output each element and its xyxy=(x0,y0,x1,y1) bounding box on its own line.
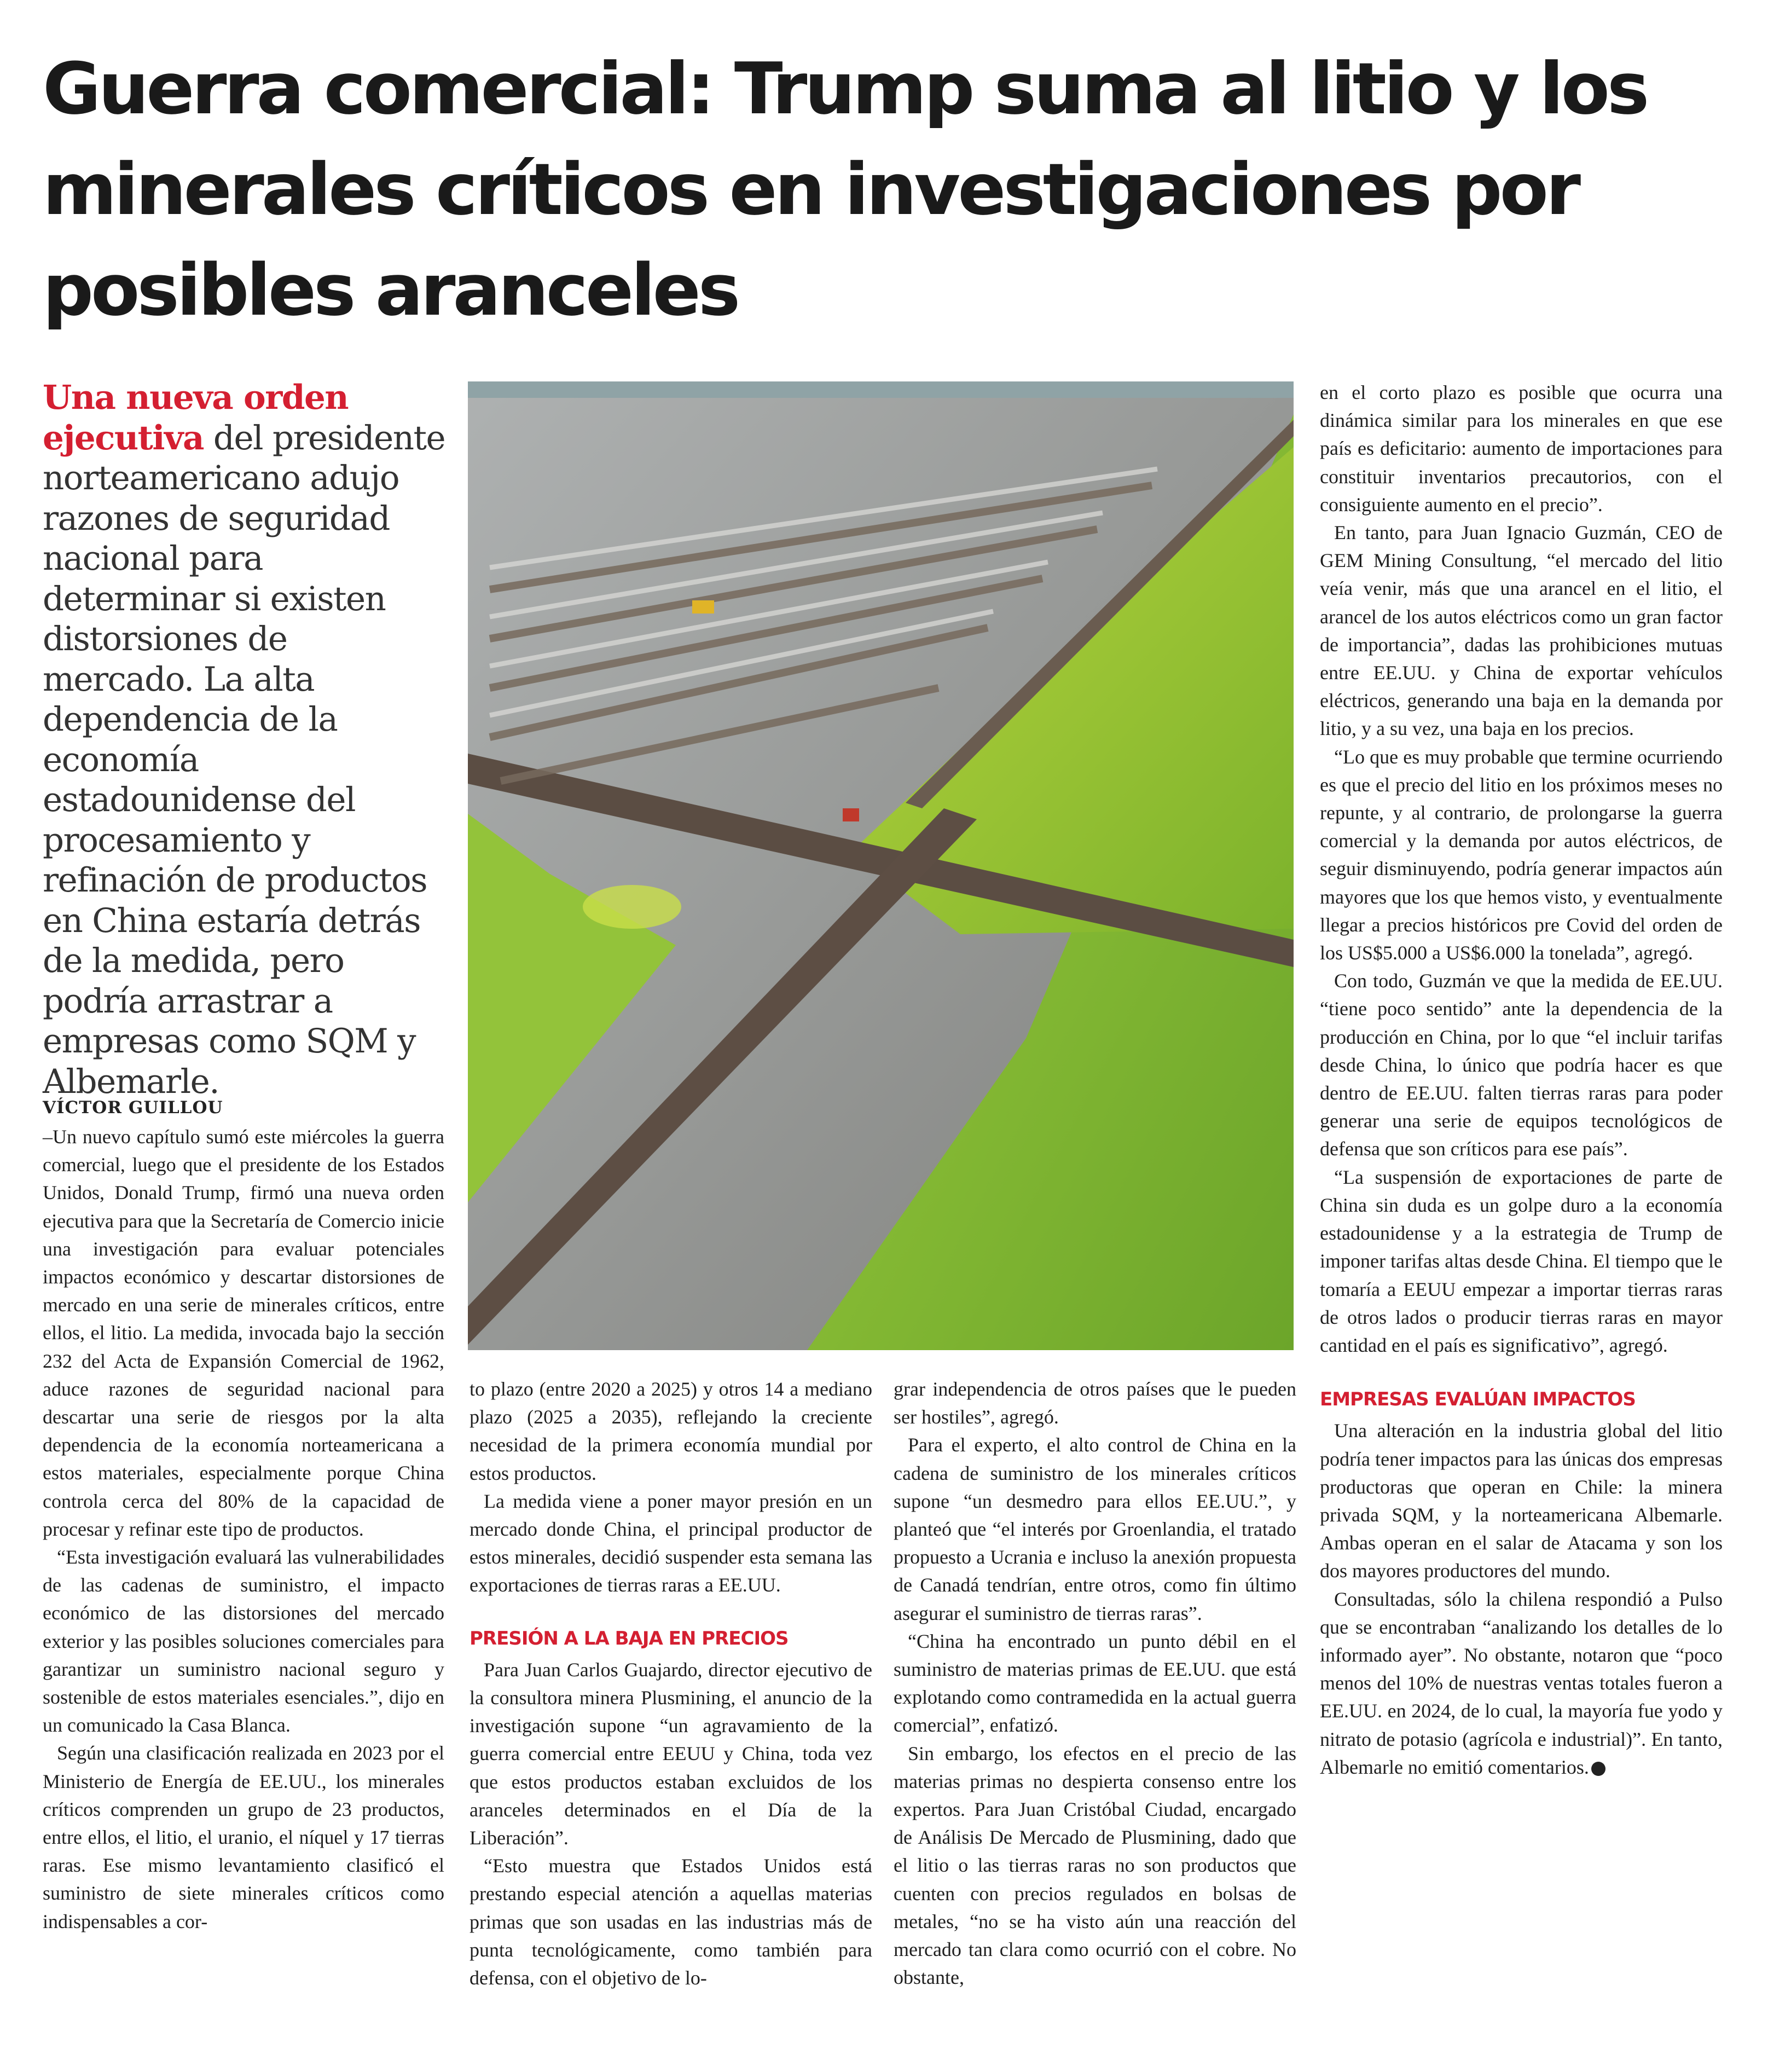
paragraph: en el corto plazo es posible que ocurra una dinámica similar para los minerales en que ese país es deficitario: aumento de importaciones para constituir inventarios precautorios, con el consiguiente aumento en el precio”. xyxy=(1320,381,1723,516)
paragraph: En tanto, para Juan Ignacio Guzmán, CEO de GEM Mining Consultung, “el mercado del litio veía venir, más que una arancel en el litio, el arancel de los autos eléctricos como un gran factor de importancia”, dadas las prohibiciones mutuas entre EE.UU. y China de exportar vehículos eléctricos, generando una baja en la demanda por litio, y a su vez, una baja en los precios. xyxy=(1320,522,1723,740)
paragraph: Una alteración en la industria global del litio podría tener impactos para las únicas dos empresas productoras que operan en Chile: la minera privada SQM, y la norteamericana Albemarle. Ambas operan en el salar de Atacama y son los dos mayores productores del mundo. xyxy=(1320,1420,1723,1582)
column-1 xyxy=(43,1123,444,1936)
subheading-empresas: EMPRESAS EVALÚAN IMPACTOS xyxy=(1320,1388,1636,1411)
paragraph: La medida viene a poner mayor presión en un mercado donde China, el principal productor de estos minerales, decidió suspender esta semana las exportaciones de tierras raras a EE.UU. xyxy=(470,1490,872,1596)
paragraph: Con todo, Guzmán ve que la medida de EE.UU. “tiene poco sentido” ante la dependencia de la producción en China, por lo que “el incluir tarifas desde China, lo único que podría hacer es que dentro de EE.UU. falten tierras raras para poder generar una serie de equipos tecnológicos de defensa que son críticos para ese país”. xyxy=(1320,970,1723,1160)
paragraph: “La suspensión de exportaciones de parte de China sin duda es un golpe duro a la economía estadounidense y a la estrategia de Trump de imponer tarifas altas desde China. El tiempo que le tomaría a EEUU empezar a importar tierras raras de otros lados o producir tierras raras en mayor cantidad en el país es significativo”, agregó. xyxy=(1320,1166,1723,1356)
lede-text: del presidente norteamericano adujo razones de seguridad nacional para determinar si existen distorsiones de mercado. La alta dependencia de la economía estadounidense del procesamiento y refinación de productos en China estaría detrás de la medida, pero podría arrastrar a empresas como SQM y Albemarle. xyxy=(43,418,445,1101)
paragraph: to plazo (entre 2020 a 2025) y otros 14 a mediano plazo (2025 a 2035), reflejando la creciente necesidad de la primera economía mundial por estos productos. xyxy=(470,1378,872,1484)
paragraph: –Un nuevo capítulo sumó este miércoles la guerra comercial, luego que el presidente de los Estados Unidos, Donald Trump, firmó una nueva orden ejecutiva para que la Secretaría de Comercio inicie una investigación para evaluar potenciales impactos económico y descartar distorsiones de mercado en una serie de minerales críticos, entre ellos, el litio. La medida, invocada bajo la sección 232 del Acta de Expansión Comercial de 1962, aduce razones de seguridad nacional para descartar una serie de riesgos por la alta dependencia de la economía norteamericana a estos materiales, especialmente porque China controla cerca del 80% de la capacidad de procesar y refinar este tipo de productos. xyxy=(43,1126,444,1540)
paragraph: grar independencia de otros países que le pueden ser hostiles”, agregó. xyxy=(894,1378,1296,1428)
lede xyxy=(43,378,448,1102)
paragraph xyxy=(1320,1585,1723,1781)
subheading-precios: PRESIÓN A LA BAJA EN PRECIOS xyxy=(470,1627,789,1650)
column-4 xyxy=(1320,379,1723,1781)
column-3 xyxy=(894,1375,1296,1992)
pulso-end-mark-icon: P xyxy=(1591,1762,1605,1776)
paragraph: Para el experto, el alto control de China en la cadena de suministro de los minerales críticos supone “un desmedro para ellos EE.UU.”, y planteó que “el interés por Groenlandia, el tratado propuesto a Ucrania e incluso la anexión propuesta de Canadá tendrían, entre otros, como fin último asegurar el suministro de tierras raras”. xyxy=(894,1434,1296,1624)
byline: VÍCTOR GUILLOU xyxy=(43,1098,223,1118)
headline: Guerra comercial: Trump suma al litio y los minerales críticos en investigaciones por posibles aranceles xyxy=(43,47,1647,332)
paragraph: Según una clasificación realizada en 2023 por el Ministerio de Energía de EE.UU., los minerales críticos comprenden un grupo de 23 productos, entre ellos, el litio, el uranio, el níquel y 17 tierras raras. Ese mismo levantamiento clasificó el suministro de siete minerales críticos como indispensables a cor- xyxy=(43,1742,444,1932)
column-2 xyxy=(470,1375,872,1992)
paragraph-text: Consultadas, sólo la chilena respondió a Pulso que se encontraban “analizando los detalles de lo informado ayer”. No obstante, notaron que “poco menos del 10% de nuestras ventas totales fueron a EE.UU. en 2024, de lo cual, la mayoría fue yodo y nitrato de potasio (agrícola e industrial)”. En tanto, Albemarle no emitió comentarios. xyxy=(1320,1588,1723,1778)
photo-graphic xyxy=(468,381,1294,1350)
paragraph: Para Juan Carlos Guajardo, director ejecutivo de la consultora minera Plusmining, el anuncio de la investigación supone “un agravamiento de la guerra comercial entre EEUU y China, toda vez que estos productos estaban excluidos de los aranceles determinados en el Día de la Liberación”. xyxy=(470,1658,872,1849)
paragraph: “Esta investigación evaluará las vulnerabilidades de las cadenas de suministro, el impacto económico de las distorsiones del mercado exterior y las posibles soluciones comerciales para garantizar un suministro nacional seguro y sostenible de estos materiales esenciales.”, dijo en un comunicado la Casa Blanca. xyxy=(43,1546,444,1737)
lede-highlight: Una nueva orden ejecutiva xyxy=(43,378,349,458)
paragraph: Sin embargo, los efectos en el precio de las materias primas no despierta consenso entre los expertos. Para Juan Cristóbal Ciudad, encargado de Análisis De Mercado de Plusmining, dado que el litio o las tierras raras no son productos que cuenten con precios regulados en bolsas de metales, “no se ha visto aún una reacción del mercado tan clara como ocurrió con el cobre. No obstante, xyxy=(894,1742,1296,1989)
paragraph: “Esto muestra que Estados Unidos está prestando especial atención a aquellas materias primas que son usadas en las industrias más de punta tecnológicamente, como también para defensa, con el objetivo de lo- xyxy=(470,1855,872,1989)
lithium-evaporation-ponds-photo xyxy=(468,381,1294,1350)
paragraph: “Lo que es muy probable que termine ocurriendo es que el precio del litio en los próximos meses no repunte, y al contrario, de prolongarse la guerra comercial y la demanda por autos eléctricos, de seguir disminuyendo, podría generar impactos aún mayores que los que hemos visto, y eventualmente llegar a precios históricos pre Covid del orden de los US$5.000 a US$6.000 la tonelada”, agregó. xyxy=(1320,745,1723,964)
paragraph: “China ha encontrado un punto débil en el suministro de materias primas de EE.UU. que está explotando como contramedida en la actual guerra comercial”, enfatizó. xyxy=(894,1630,1296,1737)
